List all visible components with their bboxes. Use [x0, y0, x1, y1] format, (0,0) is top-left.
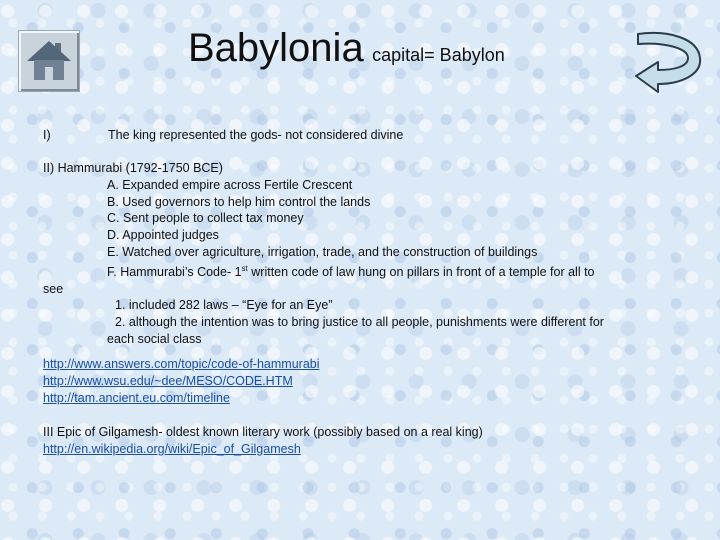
list-item: A. Expanded empire across Fertile Crescent	[107, 177, 353, 192]
section1-text: The king represented the gods- not considered divine	[108, 128, 404, 142]
link[interactable]: http://tam.ancient.eu.com/timeline	[43, 390, 230, 405]
section1-numeral: I)	[43, 128, 51, 142]
list-item: C. Sent people to collect tax money	[107, 211, 304, 226]
sub-item: 1. included 282 laws – “Eye for an Eye”	[115, 298, 333, 313]
sub-item-continuation: each social class	[107, 331, 202, 346]
link[interactable]: http://www.wsu.edu/~dee/MESO/CODE.HTM	[43, 373, 293, 388]
item-f-post: written code of law hung on pillars in front of a temple for all to	[247, 264, 595, 279]
page-title	[188, 26, 505, 71]
section2	[43, 160, 683, 348]
item-f-pre: F. Hammurabi’s Code- 1	[107, 264, 242, 279]
link[interactable]: http://www.answers.com/topic/code-of-hammurabi	[43, 357, 320, 371]
reference-links	[43, 356, 320, 406]
return-arrow-icon[interactable]	[630, 28, 706, 96]
item-f-sup: st	[241, 263, 248, 273]
section3-text: III Epic of Gilgamesh- oldest known literary work (possibly based on a real king)	[43, 425, 483, 439]
section3	[43, 424, 483, 458]
item-f-continuation: see	[43, 281, 64, 296]
section2-heading: II) Hammurabi (1792-1750 BCE)	[43, 161, 223, 175]
title-subtitle: capital= Babylon	[372, 45, 505, 65]
home-button[interactable]	[18, 30, 80, 92]
list-item: D. Appointed judges	[107, 228, 219, 243]
link[interactable]: http://en.wikipedia.org/wiki/Epic_of_Gilgamesh	[43, 441, 301, 456]
list-item-f	[43, 261, 683, 281]
title-main: Babylonia	[188, 26, 364, 70]
list-item: E. Watched over agriculture, irrigation, trade, and the construction of buildings	[107, 244, 538, 259]
home-icon	[25, 37, 73, 85]
list-item: B. Used governors to help him control the lands	[107, 194, 371, 209]
sub-item: 2. although the intention was to bring justice to all people, punishments were different for	[115, 315, 604, 330]
